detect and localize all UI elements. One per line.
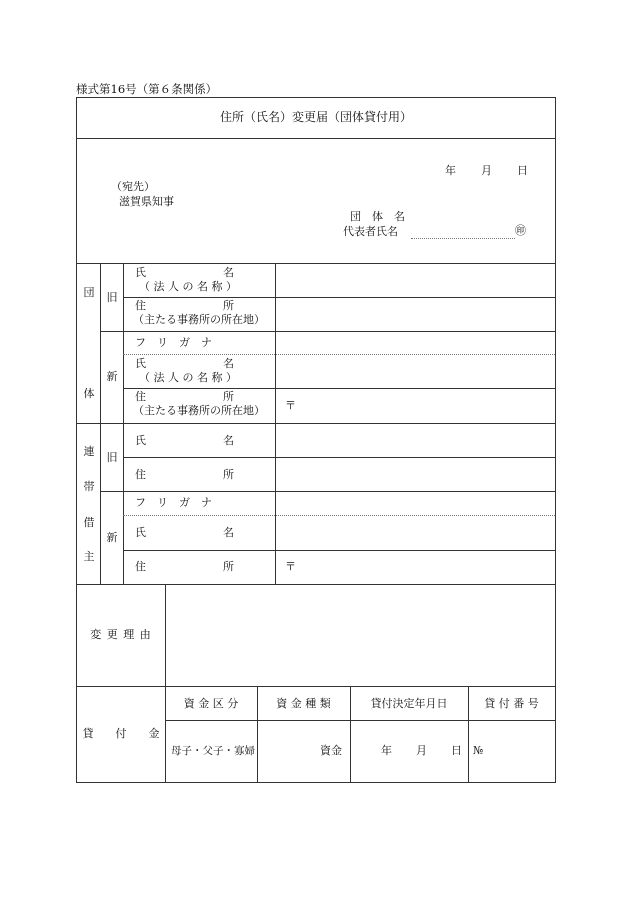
org-old-name-label: 氏 名 （ 法 人 の 名 称 ） <box>135 266 237 293</box>
loan-header-category: 資 金 区 分 <box>183 697 239 710</box>
guarantor-new-label: 新 <box>106 531 118 544</box>
loan-header-decision-date: 貸付決定年月日 <box>370 697 448 710</box>
addressee-label: （宛先） <box>111 180 155 193</box>
org-old-label: 旧 <box>106 291 118 304</box>
date-day-label: 日 <box>517 164 528 177</box>
guarantor-label-4: 主 <box>83 550 95 563</box>
guarantor-label-1: 連 <box>83 445 95 458</box>
org-label-top: 団 <box>83 286 95 299</box>
guarantor-old-name-label: 氏 名 <box>135 434 234 447</box>
org-postal-mark: 〒 <box>285 399 296 412</box>
addressee: 滋賀県知事 <box>119 195 174 208</box>
loan-date-month: 月 <box>416 744 427 757</box>
guarantor-old-label: 旧 <box>106 451 118 464</box>
org-label-bottom: 体 <box>83 387 95 400</box>
loan-number-prefix: № <box>473 744 484 757</box>
guarantor-postal-mark: 〒 <box>285 560 296 573</box>
guarantor-label-2: 帯 <box>83 480 95 493</box>
reason-label: 変 更 理 由 <box>90 628 152 641</box>
org-new-address-label: 住 所 （主たる事務所の所在地） <box>133 390 265 417</box>
org-name-label: 団 体 名 <box>350 210 405 223</box>
guarantor-label-3: 借 <box>83 516 95 529</box>
form-title: 住所（氏名）変更届（団体貸付用） <box>219 110 412 124</box>
date-year-label: 年 <box>445 164 456 177</box>
org-old-address-label: 住 所 （主たる事務所の所在地） <box>133 299 265 326</box>
loan-date-year: 年 <box>381 744 392 757</box>
date-month-label: 月 <box>481 164 492 177</box>
org-new-label: 新 <box>106 370 118 383</box>
form-number: 様式第16号（第６条関係） <box>76 82 218 96</box>
loan-header-number: 貸 付 番 号 <box>484 697 539 710</box>
loan-category-value: 母子・父子・寡婦 <box>171 745 255 757</box>
guarantor-old-address-label: 住 所 <box>135 468 234 481</box>
org-new-name-label: 氏 名 （ 法 人 の 名 称 ） <box>135 357 237 384</box>
loan-header-type: 資 金 種 類 <box>276 697 331 710</box>
loan-date-day: 日 <box>451 744 462 757</box>
guarantor-new-name-label: 氏 名 <box>135 526 234 539</box>
guarantor-new-address-label: 住 所 <box>135 560 234 573</box>
change-notification-form <box>76 97 556 783</box>
loan-label: 貸 付 金 <box>82 727 160 740</box>
seal-mark: ㊞ <box>515 224 526 237</box>
org-new-furigana-label: フ リ ガ ナ <box>135 336 212 349</box>
guarantor-new-furigana-label: フ リ ガ ナ <box>135 496 212 509</box>
rep-name-label: 代表者氏名 <box>343 225 398 238</box>
loan-fund-suffix: 資金 <box>320 744 342 757</box>
